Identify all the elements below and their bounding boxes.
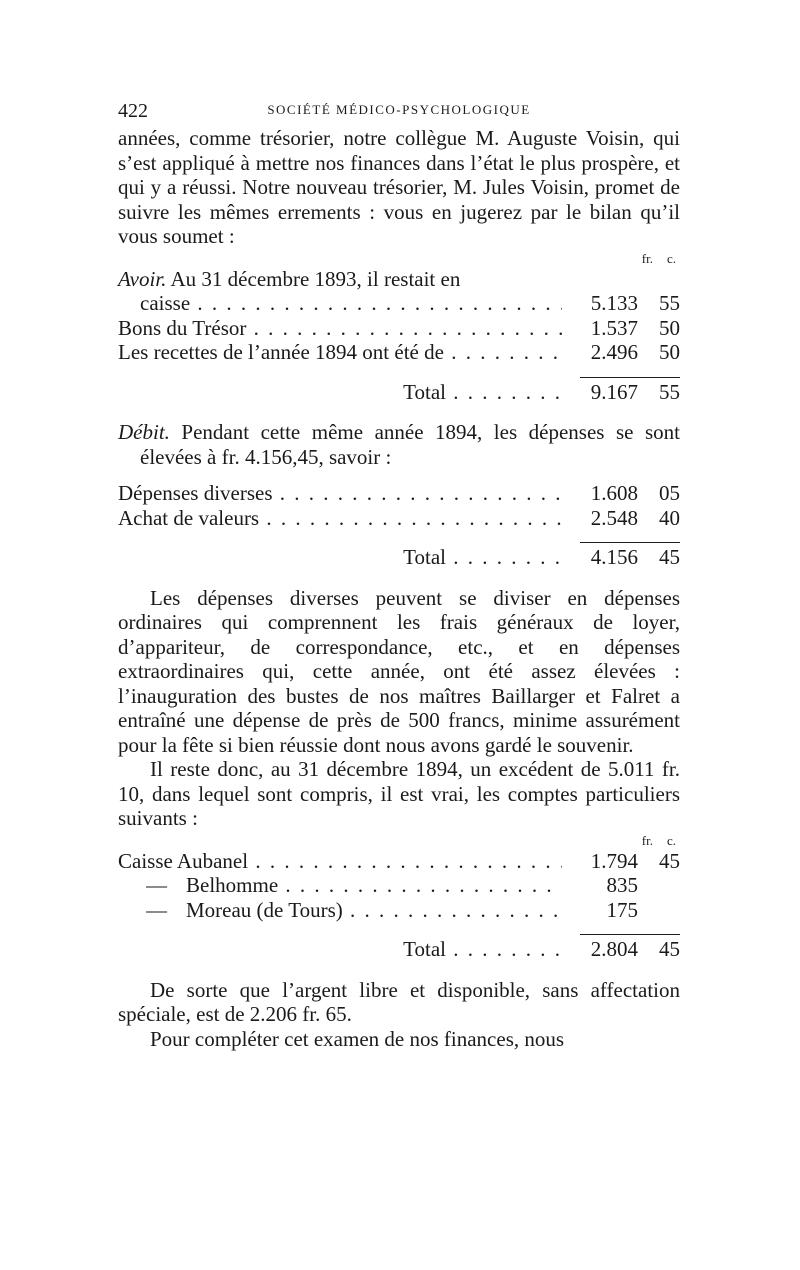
ledger-row-centimes: 50 (659, 340, 680, 364)
ledger-row (118, 849, 680, 874)
col-header-c: c. (666, 250, 676, 266)
ledger-row (118, 898, 680, 923)
ledger-row (118, 506, 680, 531)
total-row (118, 937, 680, 962)
debit-heading (118, 420, 680, 469)
ledger-row (118, 481, 680, 506)
total-centimes: 45 (659, 937, 680, 961)
total-francs: 9.167 (590, 379, 638, 404)
avoir-label: Avoir. (118, 266, 167, 291)
total-francs: 4.156 (590, 545, 638, 569)
ledger-row-label: Dépenses diverses . . . (118, 481, 562, 506)
total-label: Total . . . (403, 380, 562, 405)
ledger-row-francs: 175 (606, 897, 638, 922)
ledger-row-label: Achat de valeurs . . . (118, 506, 562, 531)
ledger-row-label: Les recettes de l’année 1894 ont été de . . . (118, 340, 562, 365)
ledger-row-francs: 2.548 (590, 505, 638, 530)
col-header-fr: fr. (641, 250, 653, 266)
column-headers (118, 251, 680, 267)
ledger-row (118, 316, 680, 341)
ledger-row-centimes: 45 (659, 848, 680, 873)
page-body (118, 126, 680, 1051)
ledger-row-centimes: 50 (659, 315, 680, 340)
ledger-row (118, 340, 680, 365)
page-number: 422 (118, 100, 148, 122)
total-row (118, 380, 680, 405)
avoir-intro: Au 31 décembre 1893, il restait en (166, 266, 461, 291)
ledger-row-label: Caisse Aubanel . . . (118, 849, 562, 874)
col-header-fr: fr. (641, 832, 653, 848)
ledger-row-centimes: 05 (659, 481, 680, 505)
ditto-dash: — (146, 873, 167, 897)
total-francs: 2.804 (590, 937, 638, 961)
paragraph-surplus: Il reste donc, au 31 décembre 1894, un excédent de 5.011 fr. 10, dans lequel sont compris, il est vrai, les comptes particuliers suivants : (118, 757, 680, 830)
ledger-row-label: caisse . . . (140, 291, 562, 316)
ledger-row-label: — Belhomme . . . (146, 873, 562, 898)
total-centimes: 55 (659, 379, 680, 404)
sum-rule (580, 934, 680, 935)
ledger-row-francs: 835 (606, 873, 638, 897)
ledger-row-centimes: 40 (659, 505, 680, 530)
paragraph-continuation: Pour compléter cet examen de nos finances, nous (150, 1026, 565, 1051)
avoir-section (118, 267, 680, 405)
sum-rule (580, 377, 680, 378)
avoir-heading (118, 267, 680, 292)
sum-rule (580, 542, 680, 543)
col-header-c: c. (666, 832, 676, 848)
ditto-dash: — (146, 897, 167, 922)
debit-section (118, 420, 680, 570)
ledger-row-francs: 1.537 (590, 315, 638, 340)
ledger-row (118, 291, 680, 316)
ledger-row-francs: 1.794 (590, 848, 638, 873)
paragraph-intro: années, comme trésorier, notre collègue M. Auguste Voisin, qui s’est appliqué à mettre nos finances dans l’état le plus prospère, et qui y a réussi. Notre nouveau trésorier, M. Jules Voisin, promet de suivre les mêmes errements : vous en jugerez par le bilan qu’il vous soumet : (118, 126, 680, 248)
running-head: SOCIÉTÉ MÉDICO-PSYCHOLOGIQUE (267, 102, 531, 117)
total-label: Total . . . (403, 545, 562, 570)
debit-label: Débit. (118, 420, 170, 444)
ledger-row-label: — Moreau (de Tours) . . . (146, 898, 562, 923)
ledger-row-francs: 5.133 (590, 291, 638, 315)
total-centimes: 45 (659, 545, 680, 569)
ledger-row-centimes: 55 (659, 291, 680, 315)
debit-text: Pendant cette même année 1894, les dépenses se sont élevées à fr. 4.156,45, savoir : (140, 420, 680, 469)
total-row (118, 545, 680, 570)
ledger-row (118, 873, 680, 898)
ledger-row-francs: 1.608 (590, 481, 638, 505)
paragraph-available: De sorte que l’argent libre et disponible, sans affectation spéciale, est de 2.206 fr. 65. (118, 977, 680, 1026)
page-header (118, 100, 680, 126)
total-label: Total . . . (403, 937, 562, 962)
paragraph-expenses: Les dépenses diverses peuvent se diviser en dépenses ordinaires qui comprennent les frais généraux de loyer, d’appariteur, de correspondance, etc., et en dépenses extraordinaires qui, cette année, ont été assez élevées : l’inauguration des bustes de nos maîtres Baillarger et Falret a entraîné une dépense de près de 500 francs, minime assurément pour la fête si bien réussie dont nous avons gardé le souvenir. (118, 585, 680, 757)
ledger-row-francs: 2.496 (590, 340, 638, 364)
caisse-section (118, 849, 680, 962)
column-headers (118, 833, 680, 849)
ledger-row-label: Bons du Trésor . . . (118, 316, 562, 341)
